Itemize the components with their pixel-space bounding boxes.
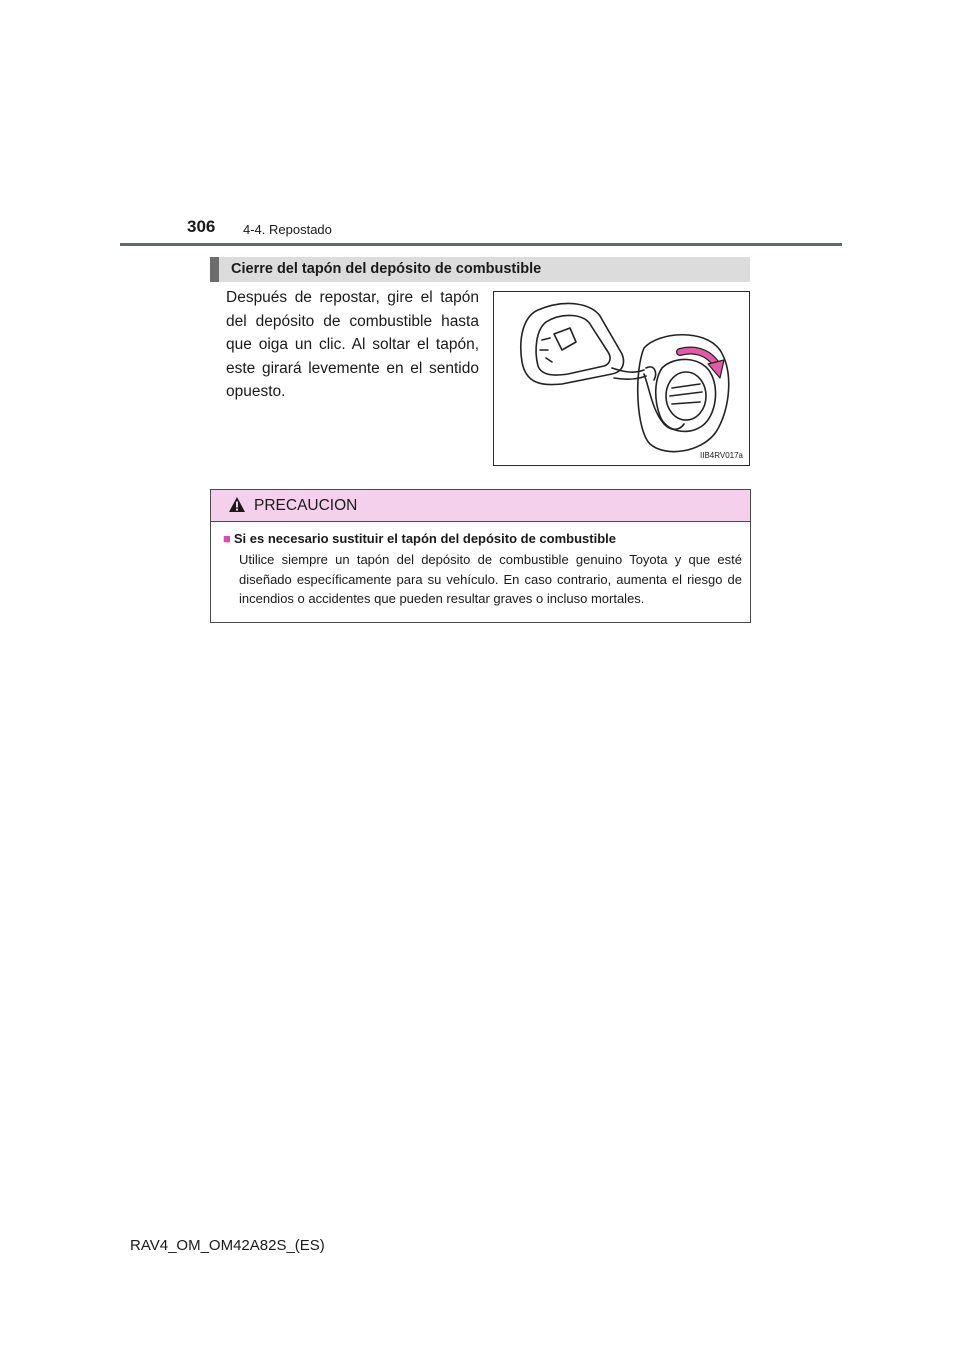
bullet-square-icon: ■	[223, 531, 231, 546]
warning-title: PRECAUCION	[254, 497, 358, 514]
topic-title: Cierre del tapón del depósito de combustible	[231, 261, 542, 277]
warning-item-heading	[223, 531, 743, 546]
warning-header	[211, 490, 750, 522]
page-number: 306	[187, 217, 216, 236]
figure-code: IIB4RV017a	[700, 451, 743, 460]
warning-item-text: Utilice siempre un tapón del depósito de combustible genuino Toyota y que esté diseñado específicamente para su vehículo. En caso contrario, aumenta el riesgo de incendios o accidentes que pueden resultar graves o incluso mortales.	[239, 552, 742, 606]
fuel-cap-drawing	[494, 292, 749, 465]
fuel-cap-illustration	[493, 291, 750, 466]
warning-triangle-icon	[228, 496, 246, 518]
warning-item-title: Si es necesario sustituir el tapón del depósito de combustible	[233, 531, 617, 546]
footer-document-code: RAV4_OM_OM42A82S_(ES)	[130, 1237, 325, 1254]
warning-box	[210, 489, 751, 623]
header-rule	[120, 243, 842, 246]
topic-body-text: Después de repostar, gire el tapón del depósito de combustible hasta que oiga un clic. Al soltar el tapón, este girará levemente en el sentido opuesto.	[226, 289, 479, 400]
section-label: 4-4. Repostado	[243, 222, 332, 237]
topic-heading-bar	[210, 257, 750, 282]
